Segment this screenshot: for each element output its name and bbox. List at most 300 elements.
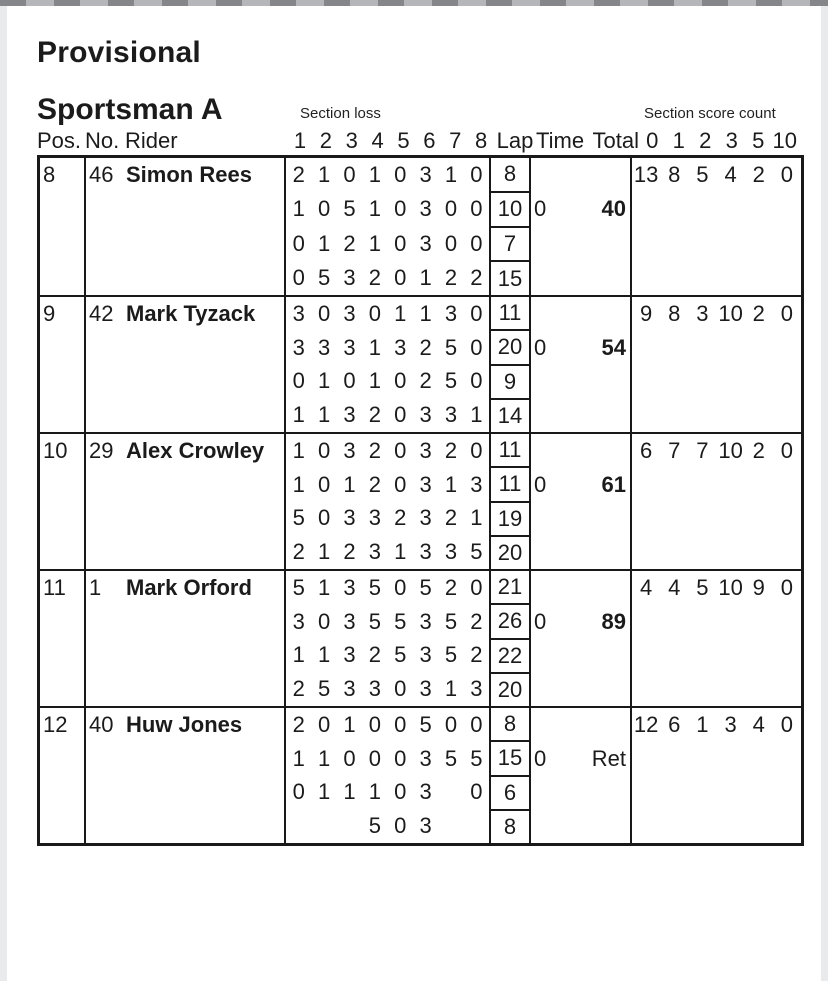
lap-score-column [491, 708, 531, 843]
section-loss-cell: 2 [368, 471, 381, 497]
section-loss-row [286, 398, 489, 432]
section-loss-cell: 2 [343, 539, 356, 565]
score-count-cell [632, 571, 801, 706]
section-loss-cell: 0 [394, 813, 407, 839]
score-count-number-header: 0 [646, 128, 659, 153]
section-loss-cell: 1 [317, 779, 331, 805]
section-number-header: 5 [397, 128, 410, 153]
score-count-value: 6 [639, 438, 653, 464]
section-loss-cell: 1 [394, 539, 407, 565]
section-loss-row [286, 571, 489, 605]
results-table [37, 155, 804, 846]
section-loss-cell: 5 [343, 196, 356, 222]
score-count-number-header: 2 [699, 128, 712, 153]
section-loss-cell: 1 [470, 402, 483, 428]
section-loss-row [286, 468, 489, 502]
score-count-number-header: 3 [725, 128, 738, 153]
score-count-row [632, 158, 801, 192]
section-loss-cell: 0 [317, 300, 331, 326]
no-header: No. [85, 128, 120, 153]
lap-total-cell: 22 [491, 640, 529, 674]
section-loss-cell: 3 [343, 574, 356, 600]
score-count-value: 4 [639, 575, 653, 601]
section-loss-cell: 2 [292, 162, 305, 188]
section-loss-cell: 3 [368, 539, 381, 565]
score-count-value: 13 [633, 162, 659, 188]
section-loss-cell: 0 [394, 437, 407, 463]
section-loss-cell: 5 [444, 642, 458, 668]
section-loss-cell: 5 [419, 574, 432, 600]
results-content [7, 6, 821, 846]
section-loss-cell: 0 [317, 196, 331, 222]
section-loss-cell: 5 [470, 745, 483, 771]
rider-number: 40 [89, 712, 114, 737]
section-loss-cell: 2 [292, 676, 305, 702]
score-count-value: 6 [668, 712, 681, 738]
score-count-value: 0 [780, 438, 794, 464]
section-loss-cell: 0 [292, 779, 305, 805]
provisional-status-label: Provisional [37, 36, 201, 69]
score-count-number-header: 10 [772, 128, 797, 153]
section-loss-cell: 0 [394, 230, 407, 256]
lap-total-cell: 8 [491, 708, 529, 742]
section-loss-cell: 3 [419, 162, 432, 188]
section-loss-cell: 1 [292, 402, 305, 428]
section-loss-cell: 1 [292, 642, 305, 668]
rider-row [40, 569, 801, 706]
section-loss-cell: 1 [292, 196, 305, 222]
section-loss-cell: 0 [317, 471, 331, 497]
section-number-header: 4 [371, 128, 384, 153]
section-loss-cell: 0 [470, 711, 483, 737]
section-loss-cell: 1 [394, 300, 407, 326]
rider-number: 1 [89, 575, 102, 600]
section-loss-cell: 0 [394, 745, 407, 771]
section-loss-cell: 0 [470, 196, 483, 222]
section-loss-cell: 1 [470, 505, 483, 531]
position-cell: 9 [40, 297, 86, 432]
section-loss-row [286, 776, 489, 810]
rider-cell [86, 297, 286, 432]
rider-number: 29 [89, 438, 114, 463]
section-loss-cell: 2 [368, 402, 381, 428]
rider-cell [86, 708, 286, 843]
section-loss-cell: 1 [317, 162, 331, 188]
lap-total-cell: 19 [491, 503, 529, 537]
section-loss-cell: 1 [343, 471, 356, 497]
section-loss-cell: 3 [317, 334, 331, 360]
section-loss-cell: 0 [394, 402, 407, 428]
section-loss-cell: 1 [444, 162, 458, 188]
section-loss-cell: 5 [444, 745, 458, 771]
section-loss-cell: 2 [444, 505, 458, 531]
section-loss-cell: 3 [343, 437, 356, 463]
section-loss-cell: 3 [343, 402, 356, 428]
photo-edge-strip [0, 0, 828, 6]
section-loss-cell: 5 [419, 711, 432, 737]
section-loss-cell: 3 [419, 813, 432, 839]
section-loss-cell: 1 [343, 779, 356, 805]
section-loss-cell: 0 [368, 711, 381, 737]
section-loss-cell: 3 [419, 745, 432, 771]
total-header: Total [592, 128, 639, 153]
section-loss-cell: 3 [444, 300, 458, 326]
section-loss-cell: 3 [419, 230, 432, 256]
section-loss-cell: 3 [419, 196, 432, 222]
rider-name: Alex Crowley [126, 438, 265, 463]
rider-number: 46 [89, 162, 114, 187]
section-loss-cell: 0 [394, 264, 407, 290]
section-loss-cell: 0 [317, 437, 331, 463]
section-loss-cell: 2 [368, 264, 381, 290]
score-count-row [632, 297, 801, 331]
results-sheet [7, 6, 821, 981]
section-loss-cell: 5 [368, 574, 381, 600]
section-loss-cell: 3 [343, 505, 356, 531]
section-loss-cell: 0 [317, 711, 331, 737]
section-number-header: 7 [449, 128, 462, 153]
section-loss-cell: 3 [419, 676, 432, 702]
section-loss-cell: 2 [368, 437, 381, 463]
section-loss-cell: 0 [470, 230, 483, 256]
score-count-value: 2 [752, 301, 765, 327]
total-value: 54 [601, 334, 626, 360]
section-loss-cell: 3 [343, 608, 356, 634]
total-value: 40 [601, 196, 626, 222]
rider-name: Mark Tyzack [126, 301, 256, 326]
section-loss-cell: 1 [444, 471, 458, 497]
section-loss-cell: 0 [343, 368, 356, 394]
score-count-value: 4 [668, 575, 681, 601]
section-loss-cell: 2 [419, 368, 432, 394]
time-value: 0 [534, 196, 547, 222]
time-value: 0 [534, 471, 547, 497]
time-total-cell [531, 434, 632, 569]
rider-cell [86, 158, 286, 295]
section-loss-cell: 0 [470, 574, 483, 600]
time-header: Time [536, 128, 585, 153]
score-count-row [632, 434, 801, 468]
section-loss-row [286, 708, 489, 742]
section-loss-grid [286, 434, 491, 569]
section-loss-cell: 1 [419, 300, 432, 326]
rider-name: Huw Jones [126, 712, 243, 737]
section-loss-cell: 0 [394, 368, 407, 394]
section-loss-cell: 3 [470, 676, 483, 702]
score-count-numbers-header [639, 128, 798, 154]
time-value: 0 [534, 334, 547, 360]
section-loss-grid [286, 571, 491, 706]
section-loss-row [286, 261, 489, 295]
section-loss-cell: 0 [317, 608, 331, 634]
section-loss-grid [286, 297, 491, 432]
column-header-row [37, 128, 821, 154]
score-count-number-header: 5 [752, 128, 765, 153]
section-loss-cell: 1 [317, 402, 331, 428]
section-loss-cell: 5 [394, 608, 407, 634]
section-loss-cell: 3 [343, 264, 356, 290]
section-loss-cell: 0 [394, 471, 407, 497]
total-value: Ret [591, 745, 626, 771]
lap-header: Lap [496, 128, 534, 153]
section-loss-cell: 3 [292, 300, 305, 326]
section-loss-cell: 1 [292, 471, 305, 497]
section-loss-cell: 2 [292, 539, 305, 565]
section-loss-row [286, 434, 489, 468]
section-loss-cell: 1 [444, 676, 458, 702]
lap-total-cell: 21 [491, 571, 529, 605]
section-loss-cell: 1 [368, 368, 381, 394]
section-loss-cell: 0 [368, 300, 381, 326]
lap-total-cell: 9 [491, 366, 529, 400]
rider-row [40, 295, 801, 432]
section-loss-row [286, 192, 489, 226]
rider-header-group [85, 128, 287, 154]
section-loss-cell: 0 [394, 676, 407, 702]
score-count-value: 9 [752, 575, 765, 601]
score-count-value: 10 [718, 575, 743, 601]
score-count-value: 3 [696, 301, 709, 327]
section-loss-row [286, 158, 489, 192]
lap-total-cell: 20 [497, 676, 523, 702]
section-loss-cell: 5 [292, 574, 305, 600]
rider-number: 42 [89, 301, 114, 326]
section-loss-cell: 0 [470, 162, 483, 188]
score-count-value: 0 [780, 162, 794, 188]
section-loss-cell: 5 [317, 676, 331, 702]
section-loss-cell: 0 [292, 368, 305, 394]
position-cell: 8 [40, 158, 86, 295]
position-cell: 11 [40, 571, 86, 706]
lap-total-cell: 11 [491, 434, 529, 468]
section-loss-cell: 3 [419, 505, 432, 531]
score-count-value: 2 [752, 162, 765, 188]
section-loss-cell: 2 [444, 437, 458, 463]
section-loss-cell: 3 [292, 334, 305, 360]
time-value: 0 [534, 608, 547, 634]
lap-score-column [491, 297, 531, 432]
section-loss-row [286, 742, 489, 776]
section-loss-cell: 0 [394, 196, 407, 222]
section-loss-label: Section loss [300, 105, 381, 122]
section-loss-cell: 2 [343, 230, 356, 256]
section-loss-cell: 3 [470, 471, 483, 497]
rider-row [40, 432, 801, 569]
section-loss-cell: 0 [292, 264, 305, 290]
section-number-header: 2 [319, 128, 332, 153]
total-value: 61 [601, 471, 626, 497]
section-loss-cell: 5 [368, 813, 381, 839]
section-loss-cell: 3 [292, 608, 305, 634]
score-count-cell [632, 708, 801, 843]
section-loss-cell: 2 [394, 505, 407, 531]
section-loss-cell: 1 [368, 162, 381, 188]
section-loss-cell: 3 [368, 676, 381, 702]
section-loss-row [286, 331, 489, 365]
section-loss-cell: 0 [444, 711, 458, 737]
score-count-value: 2 [752, 438, 765, 464]
section-loss-cell: 3 [368, 505, 381, 531]
section-number-header: 8 [474, 128, 488, 153]
section-loss-cell: 1 [368, 230, 381, 256]
score-count-value: 10 [718, 438, 743, 464]
total-value: 89 [601, 608, 626, 634]
lap-total-cell: 11 [491, 297, 529, 331]
section-loss-cell: 3 [343, 642, 356, 668]
section-loss-cell: 3 [444, 402, 458, 428]
lap-total-cell: 15 [497, 265, 523, 291]
score-count-value: 0 [780, 301, 794, 327]
section-loss-cell: 1 [317, 230, 331, 256]
lap-score-column [491, 571, 531, 706]
section-loss-cell: 3 [419, 608, 432, 634]
time-value: 0 [534, 745, 547, 771]
section-loss-cell: 0 [444, 230, 458, 256]
section-loss-cell: 1 [368, 334, 381, 360]
section-loss-row [286, 672, 489, 706]
score-count-value: 3 [724, 712, 737, 738]
section-loss-cell: 2 [470, 608, 483, 634]
score-count-cell [632, 158, 801, 295]
section-loss-cell: 3 [419, 779, 432, 805]
section-loss-cell: 1 [292, 437, 305, 463]
section-loss-row [286, 297, 489, 331]
section-loss-cell: 0 [444, 196, 458, 222]
section-loss-cell: 3 [419, 539, 432, 565]
score-count-value: 0 [780, 575, 794, 601]
section-loss-cell: 3 [343, 676, 356, 702]
section-loss-cell: 0 [394, 711, 407, 737]
section-score-count-label: Section score count [644, 105, 776, 122]
time-total-cell [531, 297, 632, 432]
section-loss-cell: 3 [394, 334, 407, 360]
section-loss-cell: 1 [317, 368, 331, 394]
lap-total-cell: 10 [491, 193, 529, 228]
section-loss-cell: 5 [317, 264, 331, 290]
section-loss-cell: 1 [317, 745, 331, 771]
section-loss-cell: 0 [394, 574, 407, 600]
score-count-value: 0 [780, 712, 794, 738]
lap-score-column [491, 158, 531, 295]
score-count-cell [632, 434, 801, 569]
section-loss-cell: 0 [470, 368, 483, 394]
section-loss-row [286, 809, 489, 843]
section-loss-cell: 0 [470, 334, 483, 360]
title-row [37, 86, 821, 124]
section-loss-cell: 1 [317, 642, 331, 668]
section-loss-cell: 0 [470, 300, 483, 326]
section-loss-cell: 3 [419, 642, 432, 668]
section-loss-cell: 5 [394, 642, 407, 668]
rider-name: Mark Orford [126, 575, 252, 600]
section-loss-row [286, 502, 489, 536]
section-loss-cell: 0 [343, 745, 356, 771]
lap-total-cell: 14 [497, 402, 523, 428]
section-loss-cell: 5 [444, 368, 458, 394]
score-count-value: 4 [724, 162, 737, 188]
score-count-value: 5 [696, 575, 709, 601]
section-loss-cell: 1 [317, 539, 331, 565]
score-count-number-header: 1 [672, 128, 685, 153]
score-count-value: 7 [696, 438, 709, 464]
section-loss-cell: 5 [368, 608, 381, 634]
section-loss-cell: 0 [394, 162, 407, 188]
section-loss-cell: 3 [343, 334, 356, 360]
section-loss-cell: 2 [470, 264, 483, 290]
section-loss-cell: 0 [317, 505, 331, 531]
lap-total-cell: 8 [503, 813, 517, 839]
section-number-header: 6 [423, 128, 436, 153]
score-count-cell [632, 297, 801, 432]
time-total-cell [531, 571, 632, 706]
class-title: Sportsman A [37, 93, 223, 126]
lap-total-cell: 20 [497, 539, 523, 565]
section-number-header: 1 [293, 128, 307, 153]
score-count-value: 4 [752, 712, 765, 738]
score-count-value: 8 [668, 301, 681, 327]
rider-row [40, 706, 801, 843]
score-count-value: 1 [696, 712, 709, 738]
section-loss-cell: 3 [419, 437, 432, 463]
time-total-header-group [536, 128, 639, 154]
section-loss-cell: 0 [292, 230, 305, 256]
section-loss-cell: 2 [444, 574, 458, 600]
section-loss-cell: 5 [470, 539, 483, 565]
section-loss-cell: 2 [470, 642, 483, 668]
section-loss-cell: 1 [419, 264, 432, 290]
time-total-cell [531, 708, 632, 843]
section-loss-row [286, 365, 489, 399]
section-loss-cell: 0 [343, 162, 356, 188]
section-loss-cell: 1 [292, 745, 305, 771]
section-numbers-header [287, 128, 494, 154]
rider-name: Simon Rees [126, 162, 252, 187]
position-cell: 12 [40, 708, 86, 843]
section-loss-cell: 3 [343, 300, 356, 326]
section-loss-row [286, 227, 489, 261]
lap-total-cell: 20 [491, 331, 529, 365]
score-count-value: 12 [633, 712, 659, 738]
section-loss-cell: 2 [444, 264, 458, 290]
lap-total-cell: 11 [491, 468, 529, 502]
section-loss-cell: 0 [368, 745, 381, 771]
section-loss-cell: 2 [419, 334, 432, 360]
section-loss-cell: 1 [343, 711, 356, 737]
section-loss-row [286, 535, 489, 569]
section-loss-cell: 2 [292, 711, 305, 737]
rider-cell [86, 434, 286, 569]
rider-row [40, 158, 801, 295]
section-loss-grid [286, 158, 491, 295]
score-count-row [632, 708, 801, 742]
lap-total-cell: 8 [491, 158, 529, 193]
section-loss-cell: 3 [419, 471, 432, 497]
section-loss-cell: 0 [394, 779, 407, 805]
score-count-value: 9 [639, 301, 653, 327]
score-count-value: 10 [718, 301, 743, 327]
lap-total-cell: 6 [491, 777, 529, 811]
section-loss-cell: 2 [368, 642, 381, 668]
lap-score-column [491, 434, 531, 569]
rider-cell [86, 571, 286, 706]
section-loss-cell: 5 [292, 505, 305, 531]
section-loss-cell: 1 [317, 574, 331, 600]
lap-total-cell: 15 [491, 742, 529, 776]
rider-header: Rider [125, 128, 178, 153]
position-cell: 10 [40, 434, 86, 569]
section-loss-cell: 5 [444, 608, 458, 634]
lap-total-cell: 26 [491, 605, 529, 639]
